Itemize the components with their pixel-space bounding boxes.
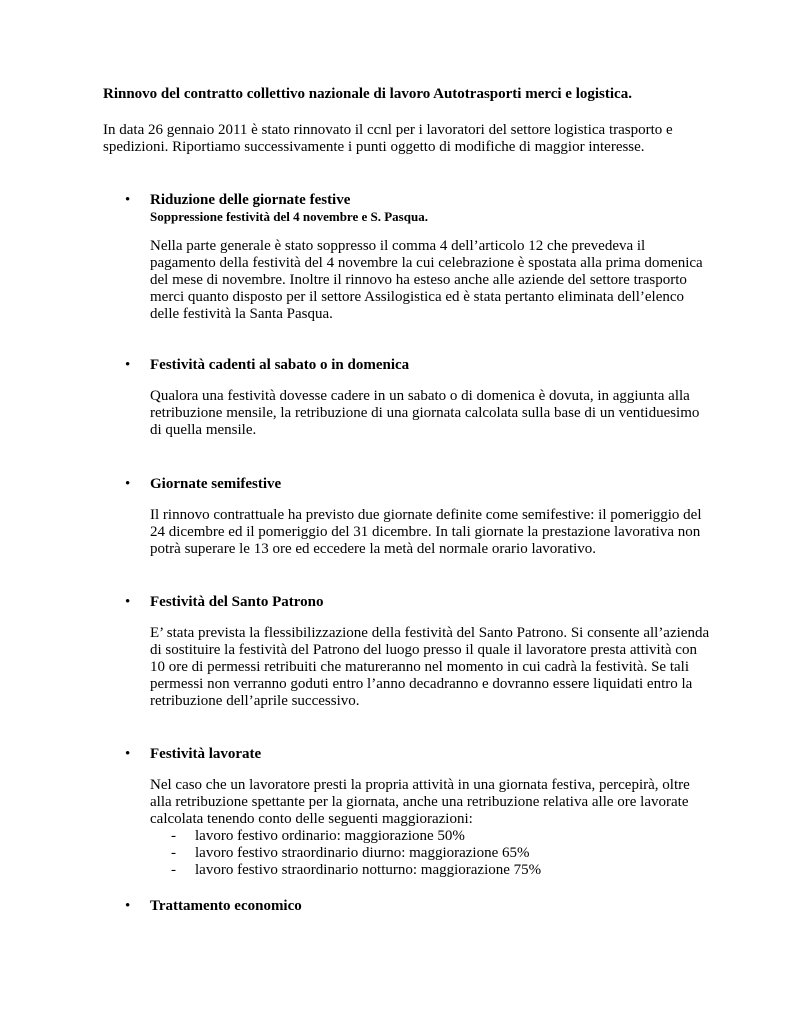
section-body: Il rinnovo contrattuale ha previsto due giornate definite come semifestive: il pomeriggio del 24 dicembre ed il pomeriggio del 31 dicembre. In tali giornate la prestazione lavorativa non potrà superare le 13 ore ed eccedere la metà del normale orario lavorativo. — [150, 507, 702, 557]
section-body: E’ stata prevista la flessibilizzazione della festività del Santo Patrono. Si consente all’azienda di sostituire la festività del Patrono del luogo presso il quale il lavoratore presta attività con 10 ore di permessi retribuiti che matureranno nel momento in cui cadrà la festività. Se tali permessi non verranno goduti entro l’anno decadranno e dovranno essere liquidati entro la retribuzione dell’aprile successivo. — [150, 625, 710, 709]
section-heading: Festività cadenti al sabato o in domenica — [150, 357, 410, 373]
bullet-icon: • — [125, 357, 131, 373]
document-title: Rinnovo del contratto collettivo nazionale di lavoro Autotrasporti merci e logistica. — [103, 86, 632, 102]
section-body: Nella parte generale è stato soppresso il comma 4 dell’articolo 12 che prevedeva il pagamento della festività del 4 novembre la cui celebrazione è spostata alla prima domenica del mese di novembre. Inoltre il rinnovo ha esteso anche alle aziende del settore trasporto merci quanto disposto per il settore Assilogistica ed è stata pertanto eliminata dell’elenco delle festività la Santa Pasqua. — [150, 238, 703, 322]
bullet-icon: • — [125, 476, 131, 492]
intro-paragraph: In data 26 gennaio 2011 è stato rinnovato il ccnl per i lavoratori del settore logistica trasporto e spedizioni. Riportiamo successivamente i punti oggetto di modifiche di maggior interesse. — [103, 122, 673, 155]
bullet-icon: • — [125, 898, 131, 914]
section-heading: Trattamento economico — [150, 898, 302, 914]
list-item-text: lavoro festivo straordinario notturno: maggiorazione 75% — [195, 862, 542, 878]
section-body: Nel caso che un lavoratore presti la propria attività in una giornata festiva, percepirà, oltre alla retribuzione spettante per la giornata, anche una retribuzione relativa alle ore lavorate calcolata tenendo conto delle seguenti maggiorazioni: — [150, 777, 690, 827]
maggiorazioni-list — [171, 828, 541, 879]
dash-marker: - — [171, 845, 176, 861]
bullet-icon: • — [125, 594, 131, 610]
dash-marker: - — [171, 862, 176, 878]
list-item — [171, 862, 541, 879]
bullet-icon: • — [125, 746, 131, 762]
list-item-text: lavoro festivo ordinario: maggiorazione 50% — [195, 828, 465, 844]
section-heading: Riduzione delle giornate festive — [150, 192, 351, 208]
section-body: Qualora una festività dovesse cadere in un sabato o di domenica è dovuta, in aggiunta alla retribuzione mensile, la retribuzione di una giornata calcolata sulla base di un ventiduesimo di quella mensile. — [150, 388, 700, 438]
section-subheading: Soppressione festività del 4 novembre e S. Pasqua. — [150, 209, 428, 224]
bullet-icon: • — [125, 192, 131, 208]
dash-marker: - — [171, 828, 176, 844]
list-item — [171, 845, 541, 862]
section-heading: Festività lavorate — [150, 746, 262, 762]
list-item — [171, 828, 541, 845]
section-heading: Festività del Santo Patrono — [150, 594, 324, 610]
section-heading: Giornate semifestive — [150, 476, 282, 492]
list-item-text: lavoro festivo straordinario diurno: maggiorazione 65% — [195, 845, 530, 861]
